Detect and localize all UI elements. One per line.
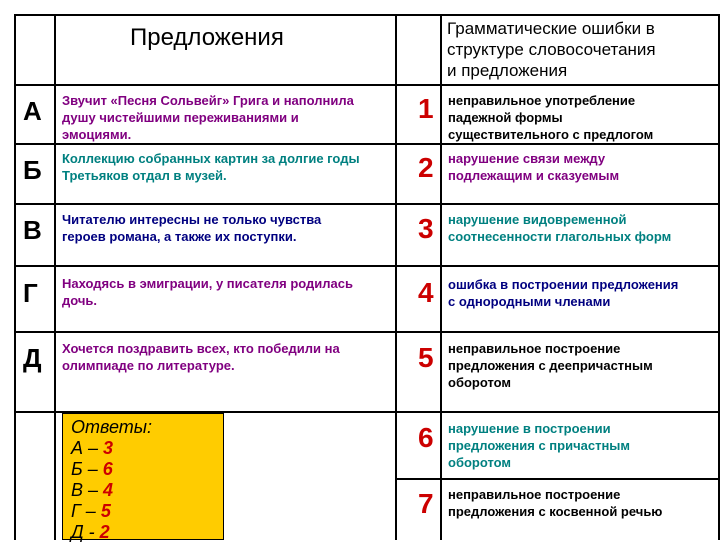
- row-divider: [14, 331, 720, 333]
- error-description: неправильное употребление падежной формы существительного с предлогом: [448, 93, 654, 142]
- sentence-text: Звучит «Песня Сольвейг» Грига и наполнила душу чистейшими переживаниями и эмоциями.: [62, 93, 354, 142]
- error-number: 7: [418, 488, 434, 519]
- sentence-text: Находясь в эмиграции, у писателя родилась дочь.: [62, 276, 353, 308]
- header-sentences-title: Предложения: [130, 24, 284, 51]
- row-divider: [14, 203, 720, 205]
- error-number: 3: [418, 213, 434, 244]
- row-letter: Г: [23, 278, 38, 308]
- header-errors-title: Грамматические ошибки в структуре словосочетания и предложения: [447, 19, 656, 80]
- answers-title: Ответы:: [71, 417, 153, 437]
- sentence-text: Читателю интересны не только чувства героев романа, а также их поступки.: [62, 212, 322, 244]
- answer-item: Г – 5: [71, 501, 111, 521]
- row-letter: А: [23, 96, 42, 126]
- error-description: нарушение видовременной соотнесенности глагольных форм: [448, 212, 672, 244]
- answer-item: В – 4: [71, 480, 114, 500]
- table-border-col3: [440, 14, 442, 540]
- row-letter: Д: [23, 343, 42, 373]
- row-divider: [14, 143, 720, 145]
- row-letter: Б: [23, 155, 42, 185]
- answer-item: А – 3: [71, 438, 114, 458]
- error-number: 6: [418, 422, 434, 453]
- table-border-top: [14, 14, 720, 16]
- row-divider: [14, 84, 720, 86]
- sentence-text: Коллекцию собранных картин за долгие годы Третьяков отдал в музей.: [62, 151, 360, 183]
- error-description: неправильное построение предложения с косвенной речью: [448, 487, 663, 519]
- sentence-text: Хочется поздравить всех, кто победили на олимпиаде по литературе.: [62, 341, 340, 373]
- answer-item: Б – 6: [71, 459, 113, 479]
- answers-box: [62, 413, 224, 540]
- error-description: нарушение связи между подлежащим и сказуемым: [448, 151, 620, 183]
- table-border-col2: [395, 14, 397, 540]
- table-border-left: [14, 14, 16, 540]
- error-number: 4: [418, 277, 434, 308]
- error-description: ошибка в построении предложения с однородными членами: [448, 277, 679, 309]
- row-divider: [14, 265, 720, 267]
- answer-item: Д - 2: [71, 522, 110, 542]
- row-divider: [395, 478, 720, 480]
- error-description: нарушение в построении предложения с причастным оборотом: [448, 421, 631, 470]
- error-number: 1: [418, 93, 434, 124]
- error-number: 5: [418, 342, 434, 373]
- error-description: неправильное построение предложения с деепричастным оборотом: [448, 341, 653, 390]
- row-letter: В: [23, 215, 42, 245]
- error-number: 2: [418, 152, 434, 183]
- table-border-col1: [54, 14, 56, 540]
